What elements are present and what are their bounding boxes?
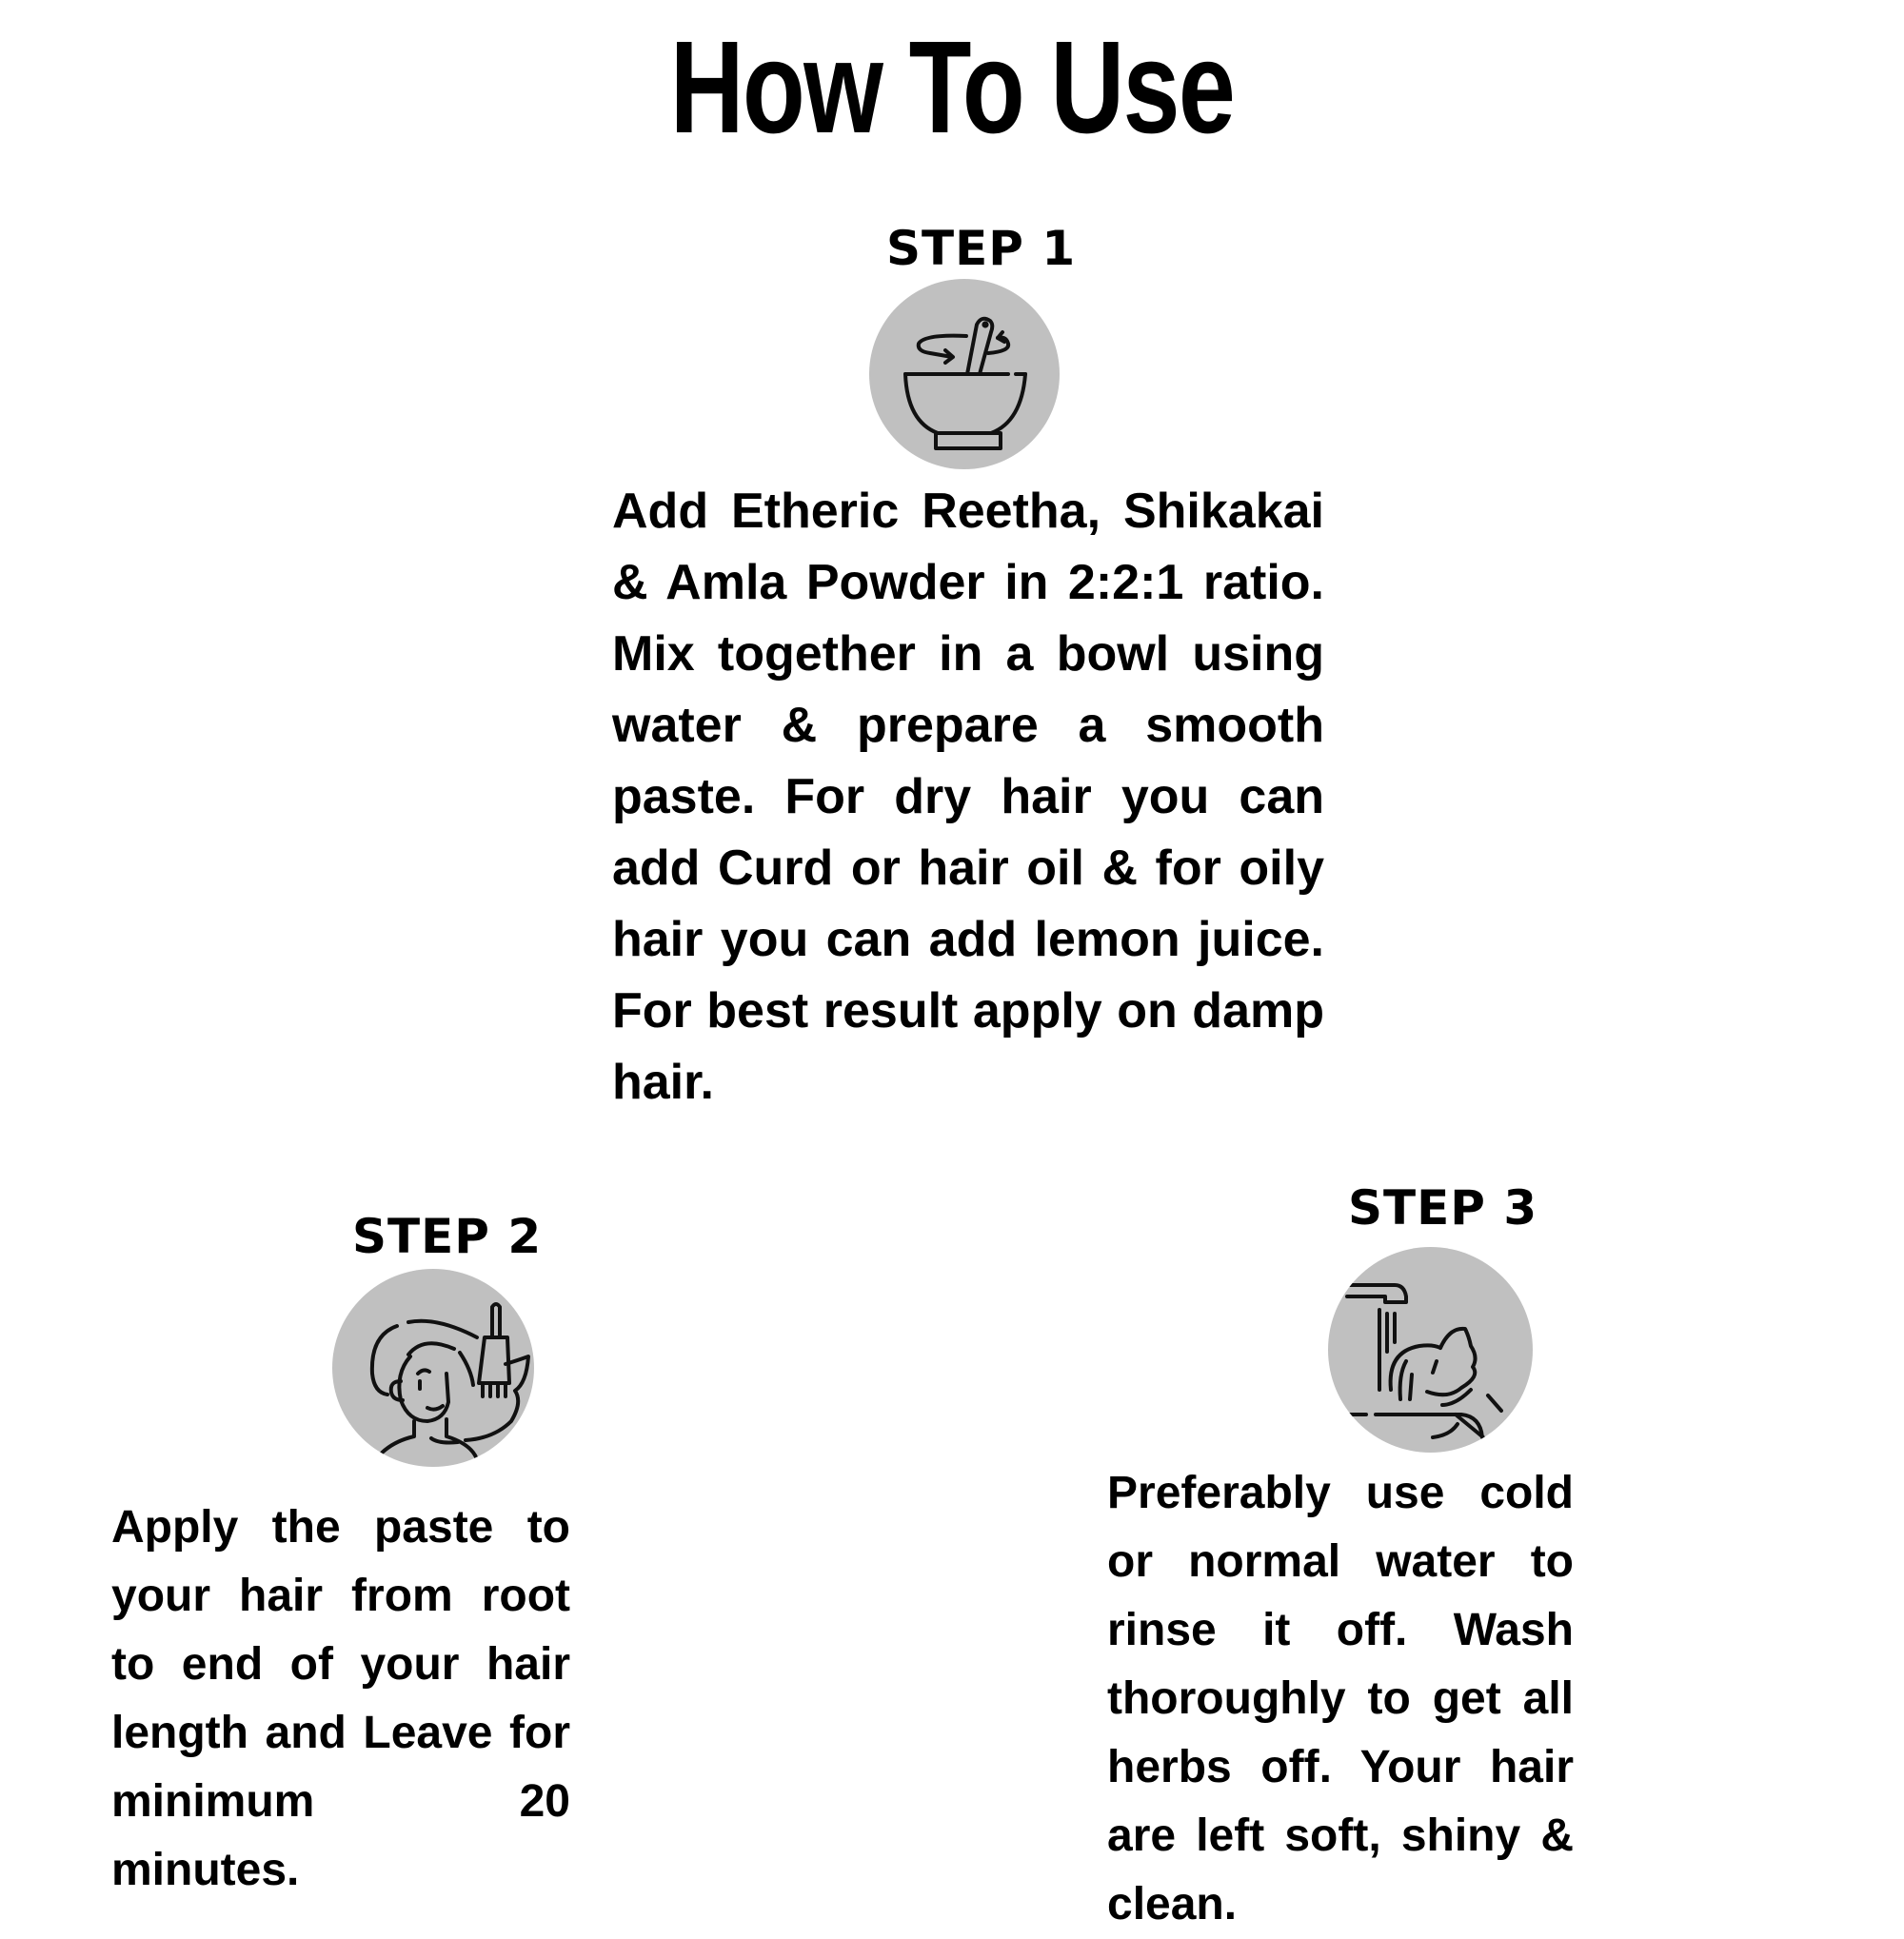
- step-1-label: STEP 1: [886, 221, 1077, 276]
- hair-wash-icon: [1328, 1247, 1533, 1453]
- step-3-label: STEP 3: [1348, 1180, 1538, 1236]
- step-2-label: STEP 2: [352, 1209, 543, 1264]
- step-2-icon-circle: [332, 1269, 534, 1467]
- page-title: How To Use: [669, 14, 1235, 161]
- step-2-description: Apply the paste to your hair from root to end of your hair length and Leave for minimum 20 minutes.: [111, 1502, 570, 1895]
- step-3-description: Preferably use cold or normal water to rinse it off. Wash thoroughly to get all herbs off. Your hair are left soft, shiny & clean.: [1107, 1468, 1574, 1929]
- step-1-icon-circle: [869, 279, 1060, 469]
- step-1-description: Add Etheric Reetha, Shikakai & Amla Powder in 2:2:1 ratio. Mix together in a bowl using water & prepare a smooth paste. For dry hair you can add Curd or hair oil & for oily hair you can add lemon juice. For best result apply on damp hair.: [612, 484, 1324, 1110]
- hair-dye-brush-icon: [332, 1269, 534, 1467]
- step-3-icon-circle: [1328, 1247, 1533, 1453]
- mixing-bowl-icon: [869, 279, 1060, 469]
